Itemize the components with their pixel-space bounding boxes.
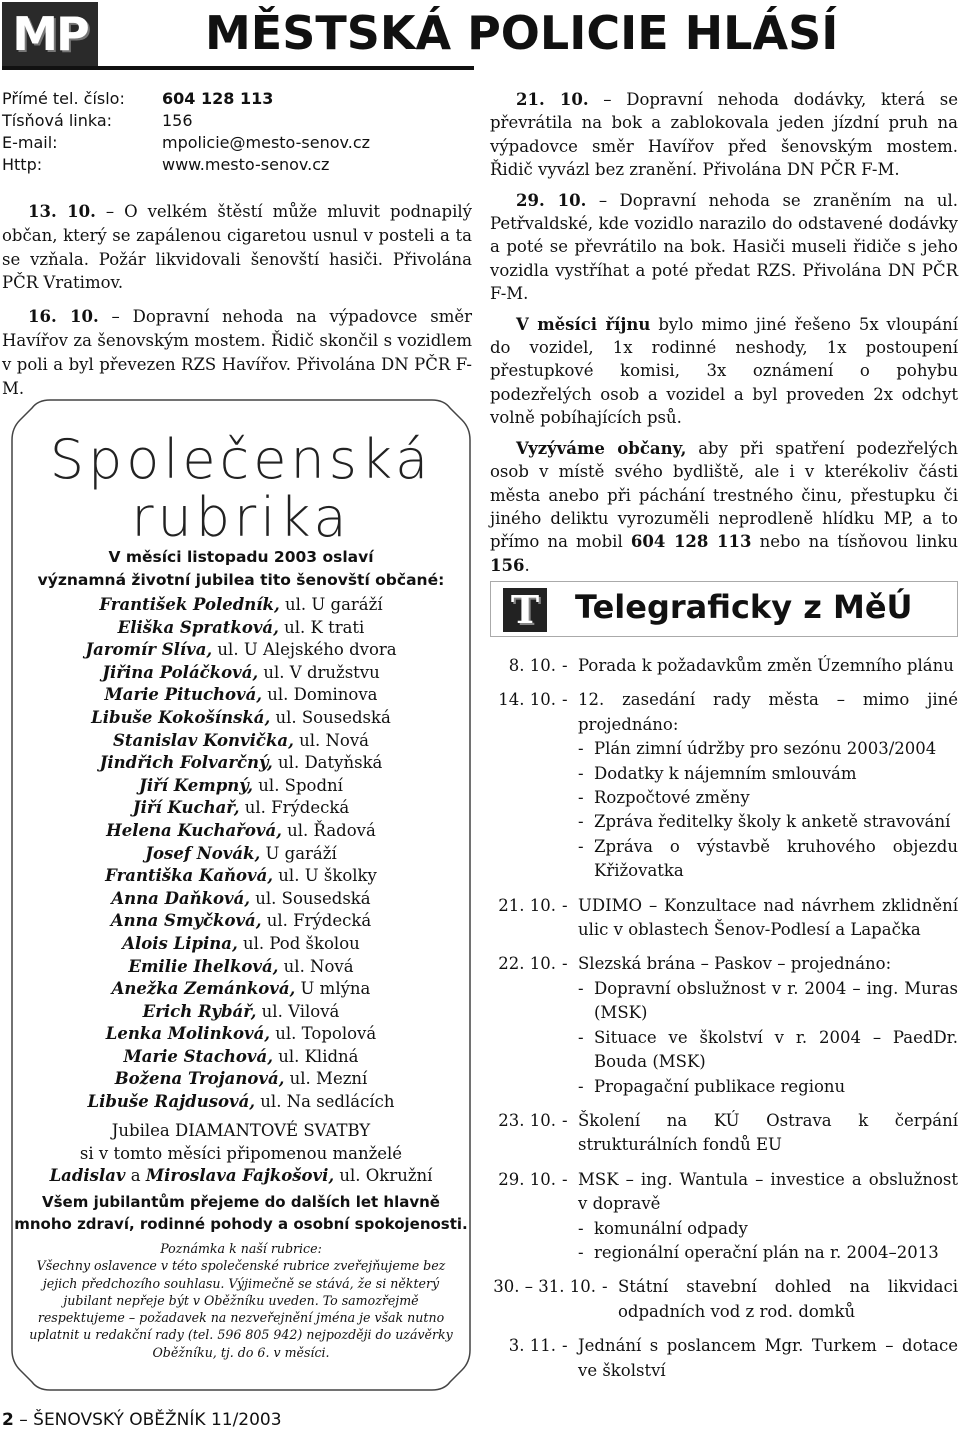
contact-row-web	[2, 154, 370, 176]
jubilee-name: Marie Pituchová,	[104, 685, 263, 705]
news-item	[490, 88, 958, 182]
diamond-and: a	[125, 1166, 146, 1186]
jubilee-street: ul. Sousedská	[270, 707, 391, 727]
jubilee-street: ul. Sousedská	[250, 888, 371, 908]
jubilee-name: Josef Novák,	[145, 843, 261, 863]
event-dash: -	[602, 1277, 608, 1297]
subitem-text: Zpráva o výstavbě kruhového objezdu Křižovatka	[594, 836, 958, 881]
event-body	[578, 1109, 958, 1158]
diamond-street: ul. Okružní	[334, 1166, 433, 1186]
rubric-title-line2: rubrika	[131, 486, 351, 549]
contact-emergency-value: 156	[162, 111, 193, 130]
jubilee-row	[10, 639, 472, 662]
jubilee-name: Anna Smyčková,	[110, 911, 262, 931]
event-subitem	[578, 977, 958, 1026]
footer-text: – ŠENOVSKÝ OBĚŽNÍK 11/2003	[13, 1410, 282, 1430]
rubric-intro	[10, 546, 472, 592]
contact-phone-value: 604 128 113	[162, 89, 274, 108]
jubilee-row	[10, 684, 472, 707]
event-text: 12. zasedání rady města – mimo jiné projednáno:	[578, 690, 958, 734]
subitem-text: Dodatky k nájemním smlouvám	[594, 763, 857, 783]
jubilee-name: Jindřich Folvarčný,	[99, 753, 273, 773]
contact-label: Přímé tel. číslo:	[2, 89, 125, 108]
jubilee-name: Alois Lipina,	[122, 933, 238, 953]
news-text: – Dopravní nehoda se zraněním na ul. Petřvaldské, kde vozidlo narazilo do odstavené dodávky a poté se převrátilo na bok. Hasiči museli řidiče s jeho vozidla vystříhat a poté předat RZS. Přivolána DN PČR F-M.	[490, 190, 959, 304]
news-text: – O velkém štěstí může mluvit podnapilý občan, který se zapálenou cigaretou usnul v posteli a ta se vzňala. Požár likvidovali šenovští hasiči. Přivolána PČR Vratimov.	[2, 202, 472, 293]
jubilee-street: ul. Řadová	[281, 820, 376, 840]
event-body	[578, 1168, 958, 1266]
jubilee-name: Lenka Molinková,	[105, 1024, 271, 1044]
news-lead: V měsíci říjnu	[516, 314, 651, 334]
jubilee-street: ul. Nová	[293, 730, 369, 750]
subitem-dash: -	[578, 1242, 584, 1262]
subitem-text: Propagační publikace regionu	[594, 1076, 846, 1096]
telegraph-events	[490, 654, 958, 1393]
event-dash: -	[562, 656, 568, 675]
event-subitem	[578, 1075, 958, 1099]
subitem-text: komunální odpady	[594, 1218, 748, 1238]
event-body	[578, 1334, 958, 1383]
event-subitem	[578, 810, 958, 834]
event-text: Jednání s poslancem Mgr. Turkem – dotace ve školství	[578, 1336, 958, 1380]
jubilee-row	[10, 933, 472, 956]
jubilee-street: ul. Frýdecká	[261, 911, 372, 931]
event-body	[578, 952, 958, 1098]
note-title: Poznámka k naší rubrice:	[160, 1241, 322, 1256]
subitem-text: Situace ve školství v r. 2004 – PaedDr. Bouda (MSK)	[594, 1027, 958, 1072]
mobile-number: 604 128 113	[630, 532, 752, 552]
telegraph-event	[490, 952, 958, 1098]
event-date: 23. 10.	[498, 1110, 556, 1130]
event-date: 22. 10.	[498, 954, 556, 974]
jubilee-street: ul. Nová	[278, 956, 354, 976]
telegraph-event	[490, 654, 958, 678]
jubilee-row	[10, 594, 472, 617]
rubric-title-line1: Společenská	[49, 428, 433, 491]
emergency-number: 156	[490, 555, 525, 575]
jubilee-street: ul. U školky	[273, 866, 377, 886]
jubilee-row	[10, 1001, 472, 1024]
news-lead: Vyzýváme občany,	[516, 438, 687, 458]
header-rule	[2, 66, 474, 70]
jubilee-street: ul. Datyňská	[272, 753, 383, 773]
diamond-name: Ladislav	[49, 1166, 126, 1186]
telegraph-title: Telegraficky z MěÚ	[575, 588, 913, 626]
event-text: Státní stavební dohled na likvidaci odpadních vod z rod. domků	[618, 1277, 958, 1321]
event-text: MSK – ing. Wantula – investice a obslužnost v dopravě	[578, 1169, 958, 1214]
subitem-dash: -	[578, 812, 584, 832]
event-subitem	[578, 786, 958, 810]
jubilee-row	[10, 865, 472, 888]
contact-label: Tísňová linka:	[2, 111, 113, 130]
event-text: Školení na KÚ Ostrava k čerpání strukturálních fondů EU	[578, 1110, 958, 1155]
subitem-dash: -	[578, 978, 584, 998]
diamond-line: si v tomto měsíci připomenou manželé	[79, 1143, 403, 1163]
diamond-couple	[10, 1165, 472, 1188]
event-dash: -	[562, 690, 568, 710]
jubilee-street: ul. K trati	[278, 617, 365, 637]
jubilee-row	[10, 1046, 472, 1069]
jubilee-name: Jiří Kempný,	[139, 775, 254, 795]
telegraph-event	[490, 1109, 958, 1158]
jubilee-name: Jaromír Slíva,	[85, 640, 213, 660]
page-title: MĚSTSKÁ POLICIE HLÁSÍ	[205, 6, 839, 60]
subitem-text: Plán zimní údržby pro sezónu 2003/2004	[594, 739, 937, 759]
subitem-dash: -	[578, 836, 584, 856]
event-dash: -	[562, 1169, 568, 1189]
news-item	[490, 313, 958, 430]
subitem-text: regionální operační plán na r. 2004–2013	[594, 1242, 939, 1262]
rubric-intro-line: významná životní jubilea tito šenovští občané:	[37, 571, 445, 589]
jubilee-name: Eliška Spratková,	[117, 617, 279, 637]
telegraph-event	[490, 1275, 958, 1324]
event-subitem	[578, 1241, 958, 1265]
contacts-block	[2, 88, 370, 176]
subitem-text: Rozpočtové změny	[594, 788, 750, 808]
jubilee-name: Jiří Kuchař,	[132, 798, 240, 818]
event-date: 30. – 31. 10.	[493, 1277, 596, 1297]
news-item	[2, 200, 472, 295]
telegraph-event	[490, 688, 958, 883]
subitem-text: Dopravní obslužnost v r. 2004 – ing. Muras (MSK)	[594, 978, 958, 1023]
event-date: 29. 10.	[498, 1169, 556, 1189]
jubilee-name: Erich Rybář,	[142, 1001, 257, 1021]
jubilee-row	[10, 888, 472, 911]
event-dash: -	[562, 895, 568, 915]
event-date: 14. 10.	[498, 690, 556, 710]
contact-label: E-mail:	[2, 133, 58, 152]
event-dash: -	[562, 1110, 568, 1130]
jubilee-street: U mlýna	[295, 979, 371, 999]
news-text: nebo na tísňovou linku	[751, 532, 958, 552]
note-text: Všechny oslavence v této společenské rubrice zveřejňujeme bez jejich předchozího souhlasu. Výjimečně se stává, že si některý jubilant nepřeje být v Oběžníku uveden. To samozřejmě respektujeme – požadavek na nezveřejnění jména je však nutno uplatnit u redakční rady (tel. 596 805 942) nejpozději do uzávěrky Oběžníku, tj. do 6. v měsíci.	[29, 1258, 453, 1360]
event-subitem	[578, 1026, 958, 1075]
event-body	[578, 688, 958, 883]
rubric-intro-line: V měsíci listopadu 2003 oslaví	[108, 548, 374, 566]
jubilee-row	[10, 1068, 472, 1091]
news-text: aby při spatření podezřelých osob v místě svého bydliště, ale i v kterékoliv části města anebo při páchání trestného činu, přestupku či jiného deliktu vyrozuměli neprodleně hlídku MP, a to přímo na mobil	[490, 438, 958, 552]
jubilee-name: Libuše Rajdusová,	[87, 1092, 256, 1112]
jubilee-name: Božena Trojanová,	[114, 1069, 285, 1089]
event-dash: -	[562, 954, 568, 974]
news-text: .	[524, 555, 530, 575]
contact-row-email	[2, 132, 370, 154]
contact-row-phone	[2, 88, 370, 110]
telegraph-event	[490, 894, 958, 943]
jubilee-street: ul. Vilová	[256, 1001, 340, 1021]
event-text: Porada k požadavkům změn Územního plánu	[578, 656, 954, 675]
event-body	[618, 1275, 958, 1324]
news-date: 13. 10.	[28, 202, 96, 221]
subitem-dash: -	[578, 1218, 584, 1238]
left-news	[2, 200, 472, 410]
diamond-wedding	[10, 1120, 472, 1188]
mp-logo: MP	[2, 2, 98, 66]
jubilee-name: Emilie Ihelková,	[128, 956, 279, 976]
event-date: 3. 11.	[508, 1336, 556, 1356]
event-date: 21. 10.	[498, 895, 556, 915]
jubilee-row	[10, 797, 472, 820]
jubilee-row	[10, 1091, 472, 1114]
news-text: – Dopravní nehoda na výpadovce směr Havířov za šenovským mostem. Řidič skončil s vozidlem v poli a byl převezen RZS Havířov. Přivolána DN PČR F-M.	[2, 307, 473, 398]
jubilee-name: František Poledník,	[99, 595, 280, 614]
news-text: – Dopravní nehoda dodávky, která se převrátila na bok a zablokovala jeden jízdní pruh na výpadovce směr Havířov před šenovským mostem. Řidič vyvázl bez zranění. Přivolána DN PČR F-M.	[490, 90, 959, 180]
diamond-line: Jubilea DIAMANTOVÉ SVATBY	[111, 1121, 371, 1140]
contact-row-emergency	[2, 110, 370, 132]
jubilee-street: ul. U Alejského dvora	[212, 640, 397, 660]
telegraph-header	[490, 581, 958, 637]
jubilee-street: ul. Spodní	[253, 775, 343, 795]
jubilee-street: ul. Klidná	[272, 1046, 359, 1066]
jubilee-row	[10, 617, 472, 640]
subitem-dash: -	[578, 1076, 584, 1096]
news-item	[490, 437, 958, 577]
subitem-dash: -	[578, 788, 584, 808]
contact-email-link[interactable]: mpolicie@mesto-senov.cz	[162, 133, 371, 152]
news-item	[2, 305, 472, 400]
jubilee-street: ul. Mezní	[284, 1069, 368, 1089]
event-body	[578, 894, 958, 943]
jubilee-row	[10, 978, 472, 1001]
event-subitem	[578, 762, 958, 786]
event-subitem	[578, 1217, 958, 1241]
news-date: 29. 10.	[516, 190, 587, 210]
event-subitem	[578, 737, 958, 761]
wishes	[10, 1192, 472, 1235]
page-number: 2	[2, 1410, 14, 1430]
rubric-note	[24, 1240, 458, 1361]
jubilee-row	[10, 662, 472, 685]
subitem-text: Zpráva ředitelky školy k anketě stravování	[594, 812, 951, 832]
subitem-dash: -	[578, 763, 584, 783]
event-text: UDIMO – Konzultace nad návrhem zklidnění ulic v oblastech Šenov-Podlesí a Lapačka	[578, 895, 958, 940]
jubilee-name: Libuše Kokošínská,	[91, 707, 271, 727]
subitem-dash: -	[578, 1027, 584, 1047]
jubilee-row	[10, 730, 472, 753]
event-text: Slezská brána – Paskov – projednáno:	[578, 954, 892, 974]
telegraph-t-icon: T	[503, 588, 547, 632]
jubilee-street: ul. Pod školou	[237, 933, 360, 953]
jubilee-name: Jiřina Poláčková,	[102, 662, 259, 682]
jubilee-row	[10, 910, 472, 933]
jubilee-row	[10, 843, 472, 866]
jubilee-street: ul. Na sedlácích	[255, 1092, 395, 1112]
contact-label: Http:	[2, 155, 43, 174]
jubilee-name: Františka Kaňová,	[105, 866, 274, 886]
jubilee-row	[10, 1023, 472, 1046]
jubilee-street: ul. Dominova	[262, 685, 378, 705]
jubilee-street: ul. Frýdecká	[239, 798, 350, 818]
jubilee-name: Helena Kuchařová,	[106, 820, 282, 840]
news-text: bylo mimo jiné řešeno 5x vloupání do vozidel, 1x rodinné neshody, 1x postoupení přestupkové komisi, 3x oznámení o pohybu podezřelých osob a vozidel a byl proveden 2x odchyt volně pobíhajících psů.	[490, 314, 959, 428]
jubilee-street: U garáží	[260, 843, 337, 863]
telegraph-event	[490, 1168, 958, 1266]
jubilee-street: ul. V družstvu	[258, 662, 380, 682]
jubilee-list	[10, 594, 472, 1114]
wishes-line: Všem jubilantům přejeme do dalších let hlavně	[42, 1193, 440, 1211]
jubilee-name: Anežka Zemánková,	[111, 979, 296, 999]
event-subitem	[578, 835, 958, 884]
event-dash: -	[562, 1336, 568, 1356]
news-item	[490, 189, 958, 306]
event-body	[578, 654, 958, 678]
right-news	[490, 88, 958, 584]
jubilee-name: Anna Daňková,	[111, 888, 251, 908]
contact-web-link[interactable]: www.mesto-senov.cz	[162, 155, 330, 174]
social-rubric-box	[10, 398, 472, 1392]
jubilee-row	[10, 956, 472, 979]
jubilee-row	[10, 752, 472, 775]
jubilee-row	[10, 820, 472, 843]
jubilee-name: Stanislav Konvička,	[113, 730, 294, 750]
jubilee-street: ul. U garáží	[279, 595, 383, 614]
diamond-name: Miroslava Fajkošovi,	[145, 1166, 335, 1186]
news-date: 21. 10.	[516, 90, 589, 109]
page-footer	[2, 1410, 282, 1430]
jubilee-row	[10, 775, 472, 798]
jubilee-street: ul. Topolová	[270, 1024, 377, 1044]
jubilee-row	[10, 707, 472, 730]
news-date: 16. 10.	[28, 307, 99, 327]
telegraph-event	[490, 1334, 958, 1383]
jubilee-name: Marie Stachová,	[123, 1046, 273, 1066]
subitem-dash: -	[578, 739, 584, 759]
event-date: 8. 10.	[508, 656, 556, 675]
wishes-line: mnoho zdraví, rodinné pohody a osobní spokojenosti.	[14, 1214, 468, 1233]
